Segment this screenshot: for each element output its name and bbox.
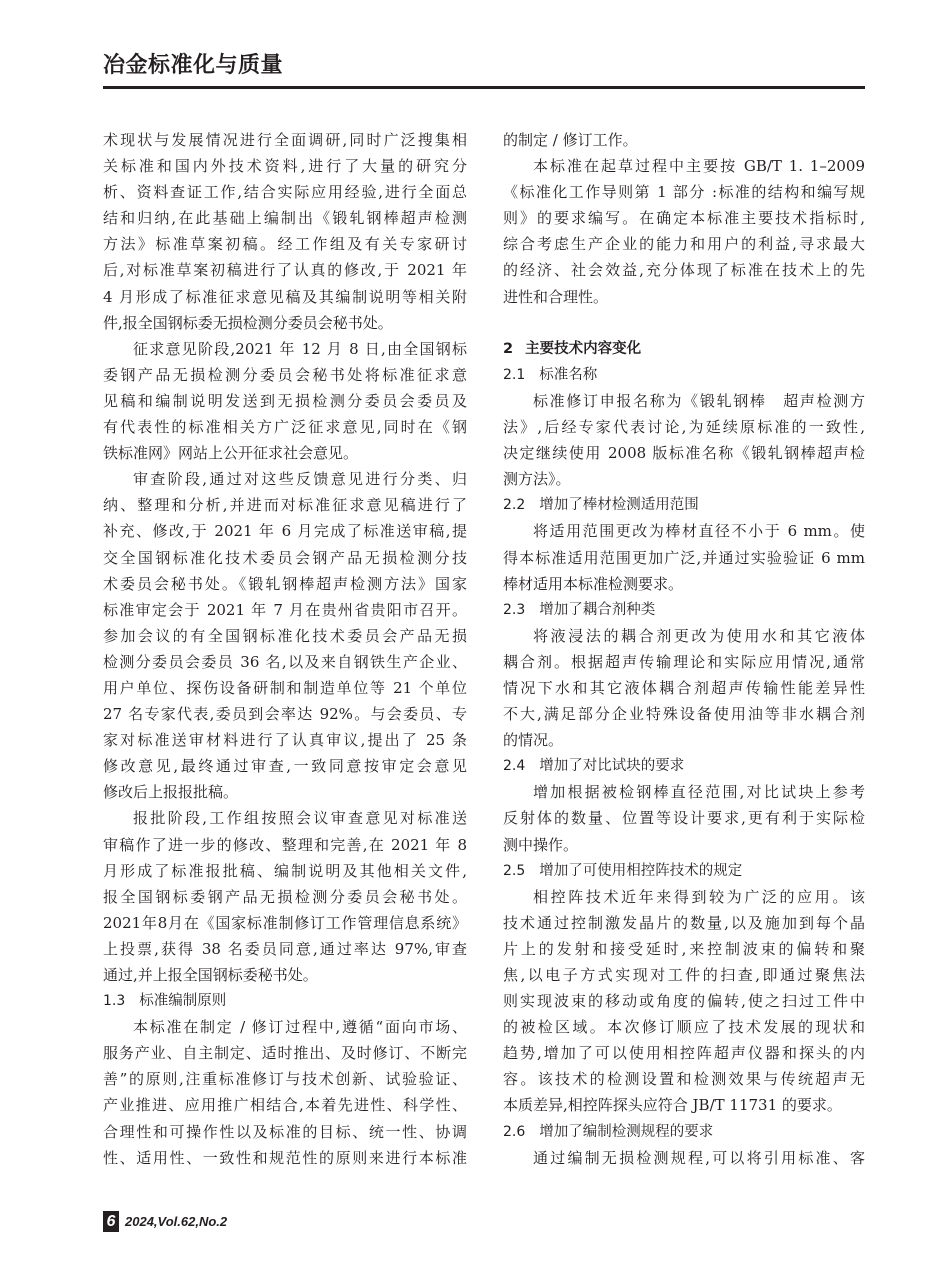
text-line: 综合考虑生产企业的能力和用户的利益,寻求最大 — [503, 235, 865, 254]
right-column — [503, 127, 865, 1171]
paragraph-review-stage — [103, 466, 467, 805]
paragraph-standard-name — [503, 388, 865, 492]
section-title: 增加了可使用相控阵技术的规定 — [539, 862, 743, 879]
text-line: 测中操作。 — [503, 835, 579, 854]
text-line: 容。该技术的检测设置和检测效果与传统超声无 — [503, 1070, 865, 1089]
section-title: 增加了耦合剂种类 — [539, 601, 656, 618]
text-line: 相控阵技术近年来得到较为广泛的应用。该 — [533, 887, 865, 906]
text-line: 检测分委员会委员 36 名,以及来自钢铁生产企业、 — [103, 652, 467, 671]
text-line: 后,对标准草案初稿进行了认真的修改,于 2021 年 — [103, 261, 467, 280]
text-line: 修改后上报报批稿。 — [103, 783, 239, 802]
text-line: 决定继续使用 2008 版标准名称《锻轧钢棒超声检 — [503, 444, 865, 463]
text-line: 见稿和编制说明发送到无损检测分委员会委员及 — [103, 391, 467, 410]
paragraph-couplant — [503, 623, 865, 753]
text-line: 将液浸法的耦合剂更改为使用水和其它液体 — [533, 626, 865, 645]
section-heading-2-5 — [503, 858, 865, 884]
section-number: 2.2 — [503, 497, 526, 514]
text-line: 报批阶段,工作组按照会议审查意见对标准送 — [133, 809, 467, 828]
section-heading-2-2 — [503, 492, 865, 518]
text-line: 的被检区域。本次修订顺应了技术发展的现状和 — [503, 1018, 865, 1037]
text-line: 析、资料查证工作,结合实际应用经验,进行全面总 — [103, 183, 467, 202]
text-line: 片上的发射和接受延时,来控制波束的偏转和聚 — [503, 939, 865, 958]
text-line: 关标准和国内外技术资料,进行了大量的研究分 — [103, 157, 467, 176]
section-number: 1.3 — [103, 993, 126, 1010]
text-line: 通过编制无损检测规程,可以将引用标准、客 — [533, 1148, 865, 1167]
paragraph-drafting-basis — [503, 153, 865, 310]
text-line: 2021年8月在《国家标准制修订工作管理信息系统》 — [103, 913, 467, 932]
journal-title: 冶金标准化与质量 — [103, 53, 284, 78]
text-line: 标准修订申报名称为《锻轧钢棒 超声检测方 — [533, 391, 865, 410]
text-line: 铁标准网》网站上公开征求社会意见。 — [103, 444, 359, 463]
section-number: 2.5 — [503, 862, 526, 879]
text-line: 件,报全国钢标委无损检测分委员会秘书处。 — [103, 313, 393, 332]
section-heading-2-4 — [503, 753, 865, 779]
text-line: 《标准化工作导则第 1 部分 :标准的结构和编写规 — [503, 183, 865, 202]
text-line: 修改意见,最终通过审查,一致同意按审定会意见 — [103, 757, 467, 776]
paragraph-approval-stage — [103, 805, 467, 988]
paragraph-compilation-principles — [103, 1014, 467, 1171]
text-line: 则》的要求编写。在确定本标准主要技术指标时, — [503, 209, 865, 228]
text-line: 增加根据被检钢棒直径范围,对比试块上参考 — [533, 783, 865, 802]
text-line: 本标准在起草过程中主要按 GB/T 1. 1–2009 — [533, 157, 865, 176]
text-line: 用户单位、探伤设备研制和制造单位等 21 个单位 — [103, 678, 467, 697]
text-line: 善”的原则,注重标准修订与技术创新、试验验证、 — [103, 1070, 467, 1089]
text-line: 产业推进、应用推广相结合,本着先进性、科学性、 — [103, 1096, 467, 1115]
text-line: 27 名专家代表,委员到会率达 92%。与会委员、专 — [103, 705, 467, 724]
text-line: 家对标准送审材料进行了认真审议,提出了 25 条 — [103, 731, 467, 750]
section-heading-2 — [503, 336, 865, 362]
text-line: 月形成了标准报批稿、编制说明及其他相关文件, — [103, 861, 467, 880]
paragraph-research-continuation — [103, 127, 467, 336]
section-number: 2.3 — [503, 601, 526, 618]
text-line: 情况下水和其它液体耦合剂超声传输性能差异性 — [503, 678, 865, 697]
text-line: 本标准在制定 / 修订过程中,遵循“面向市场、 — [133, 1018, 467, 1037]
text-line: 术现状与发展情况进行全面调研,同时广泛搜集相 — [103, 131, 467, 149]
section-number: 2.6 — [503, 1123, 526, 1140]
page-number: 6 — [103, 1211, 119, 1232]
section-heading-2-1 — [503, 362, 865, 388]
spacer — [503, 310, 865, 336]
section-title: 增加了对比试块的要求 — [539, 758, 685, 775]
text-line: 耦合剂。根据超声传输理论和实际应用情况,通常 — [503, 652, 865, 671]
text-line: 棒材适用本标准检测要求。 — [503, 574, 684, 593]
text-line: 将适用范围更改为棒材直径不小于 6 mm。使 — [533, 522, 865, 541]
text-line: 服务产业、自主制定、适时推出、及时修订、不断完 — [103, 1044, 467, 1063]
text-line: 技术通过控制激发晶片的数量,以及施加到每个晶 — [503, 913, 865, 932]
text-line: 标准审定会于 2021 年 7 月在贵州省贵阳市召开。 — [103, 600, 467, 619]
paragraph-phased-array — [503, 884, 865, 1119]
text-line: 法》,后经专家代表讨论,为延续原标准的一致性, — [503, 418, 865, 437]
text-line: 上投票,获得 38 名委员同意,通过率达 97%,审查 — [103, 939, 467, 958]
text-line: 合理性和可操作性以及标准的目标、统一性、协调 — [103, 1122, 467, 1141]
text-line: 不大,满足部分企业特殊设备使用油等非水耦合剂 — [503, 705, 865, 724]
text-line: 审查阶段,通过对这些反馈意见进行分类、归 — [133, 470, 467, 489]
text-line: 结和归纳,在此基础上编制出《锻轧钢棒超声检测 — [103, 209, 467, 228]
text-line: 方法》标准草案初稿。经工作组及有关专家研讨 — [103, 235, 467, 254]
left-column — [103, 127, 467, 1171]
text-line: 报全国钢标委钢产品无损检测分委员会秘书处。 — [103, 887, 467, 906]
paragraph-principles-continuation — [503, 127, 865, 153]
paragraph-testing-procedure — [503, 1145, 865, 1171]
text-line: 趋势,增加了可以使用相控阵超声仪器和探头的内 — [503, 1044, 865, 1063]
text-line: 术委员会秘书处。《锻轧钢棒超声检测方法》国家 — [103, 574, 467, 593]
text-line: 4 月形成了标准征求意见稿及其编制说明等相关附 — [103, 287, 467, 306]
text-line: 进性和合理性。 — [503, 287, 609, 306]
text-line: 通过,并上报全国钢标委秘书处。 — [103, 966, 318, 984]
text-line: 补充、修改,于 2021 年 6 月完成了标准送审稿,提 — [103, 522, 467, 541]
text-line: 的经济、社会效益,充分体现了标准在技术上的先 — [503, 261, 865, 280]
section-title: 标准名称 — [539, 366, 598, 383]
text-line: 有代表性的标准相关方广泛征求意见,同时在《钢 — [103, 418, 467, 437]
section-heading-1-3 — [103, 988, 467, 1014]
text-line: 征求意见阶段,2021 年 12 月 8 日,由全国钢标 — [133, 339, 467, 358]
text-line: 参加会议的有全国钢标准化技术委员会产品无损 — [103, 626, 467, 645]
section-number: 2.4 — [503, 758, 526, 775]
section-heading-2-6 — [503, 1119, 865, 1145]
text-line: 审稿作了进一步的修改、整理和完善,在 2021 年 8 — [103, 835, 467, 854]
text-line: 测方法》。 — [503, 470, 571, 489]
header-rule — [103, 86, 865, 89]
section-heading-2-3 — [503, 597, 865, 623]
paragraph-scope — [503, 518, 865, 596]
text-line: 的制定 / 修订工作。 — [503, 131, 638, 149]
issue-info: 2024,Vol.62,No.2 — [125, 1214, 228, 1229]
text-line: 交全国钢标准化技术委员会钢产品无损检测分技 — [103, 548, 467, 567]
text-line: 反射体的数量、位置等设计要求,更有利于实际检 — [503, 809, 865, 828]
section-title: 标准编制原则 — [139, 993, 227, 1010]
section-title: 增加了编制检测规程的要求 — [539, 1123, 714, 1140]
text-line: 焦,以电子方式实现对工件的扫查,即通过聚焦法 — [503, 966, 865, 984]
text-line: 性、适用性、一致性和规范性的原则来进行本标准 — [103, 1148, 467, 1167]
text-line: 得本标准适用范围更加广泛,并通过实验验证 6 mm — [503, 548, 865, 567]
text-line: 的情况。 — [503, 731, 564, 750]
paragraph-comment-stage — [103, 336, 467, 466]
section-title: 主要技术内容变化 — [525, 340, 642, 357]
section-number: 2 — [503, 340, 514, 357]
paragraph-reference-block — [503, 779, 865, 857]
section-title: 增加了棒材检测适用范围 — [539, 497, 699, 514]
text-line: 本质差异,相控阵探头应符合 JB/T 11731 的要求。 — [503, 1096, 842, 1115]
text-line: 纳、整理和分析,并进而对标准征求意见稿进行了 — [103, 496, 467, 515]
text-line: 委钢产品无损检测分委员会秘书处将标准征求意 — [103, 365, 467, 384]
text-line: 则实现波束的移动或角度的偏转,使之扫过工件中 — [503, 992, 865, 1011]
section-number: 2.1 — [503, 366, 526, 383]
